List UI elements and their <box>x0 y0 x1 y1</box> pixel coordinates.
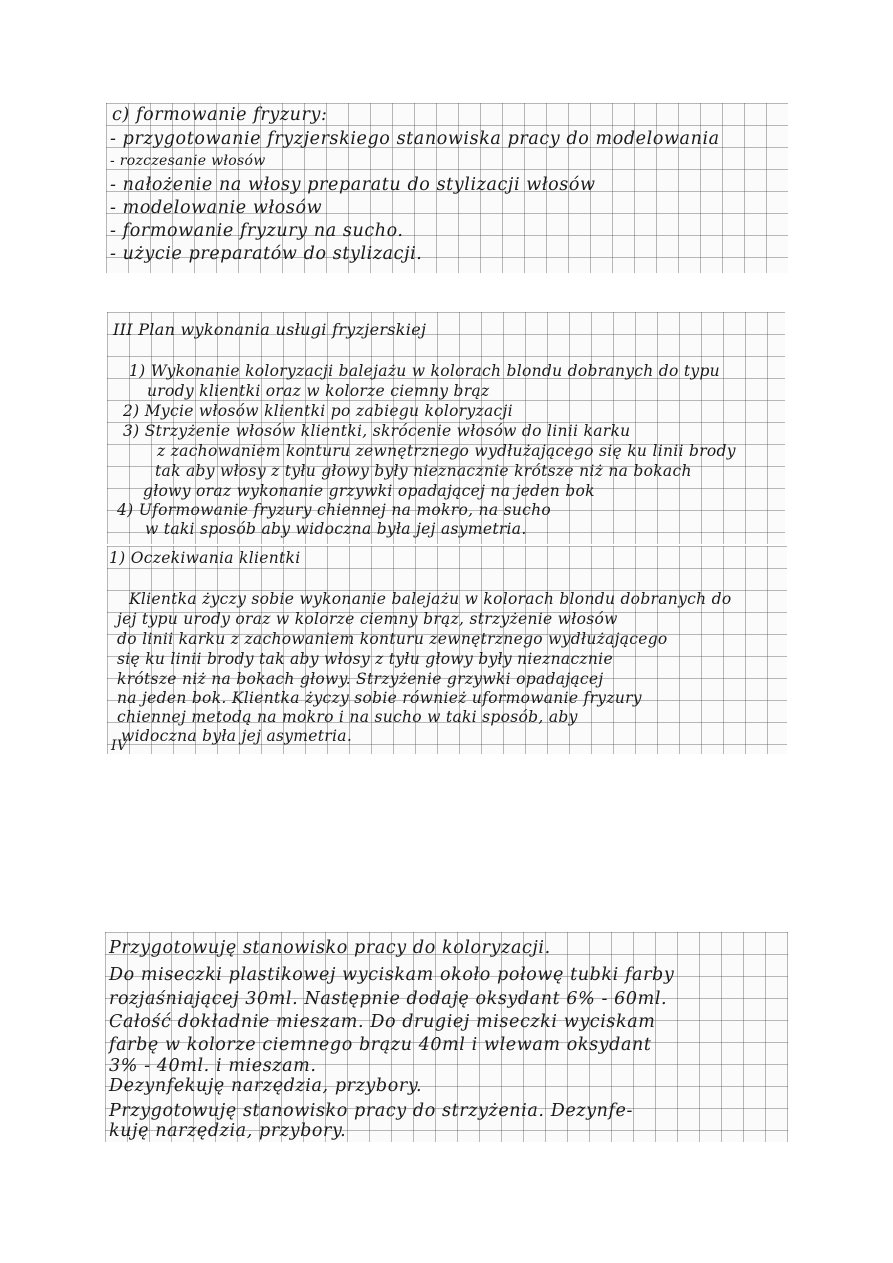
line-c-1: - przygotowanie fryzjerskiego stanowiska pracy do modelowania <box>110 129 720 149</box>
line-prep-6: Dezynfekuję narzędzia, przybory. <box>109 1076 423 1096</box>
line-exp-4: się ku linii brody tak aby włosy z tyłu głowy były nieznacznie <box>117 650 613 668</box>
heading-oczekiwania: 1) Oczekiwania klientki <box>109 549 301 567</box>
line-prep-7: Przygotowuję stanowisko pracy do strzyżenia. Dezynfe- <box>109 1101 634 1121</box>
heading-formowanie: c) formowanie fryzury: <box>112 105 328 125</box>
notebook-fragment-oczekiwania <box>107 546 787 754</box>
line-plan-3: 2) Mycie włosów klientki po zabiegu koloryzacji <box>123 402 513 420</box>
line-plan-4: 3) Strzyżenie włosów klientki, skrócenie włosów do linii karku <box>123 422 631 440</box>
line-exp-2: jej typu urody oraz w kolorze ciemny brąz, strzyżenie włosów <box>117 610 618 628</box>
line-prep-8: kuję narzędzia, przybory. <box>109 1121 347 1141</box>
line-prep-5: 3% - 40ml. i mieszam. <box>109 1056 317 1076</box>
notebook-fragment-plan <box>107 312 785 544</box>
line-exp-6: na jeden bok. Klientka życzy sobie również uformowanie fryzury <box>117 689 642 707</box>
line-exp-3: do linii karku z zachowaniem konturu zewnętrznego wydłużającego <box>117 630 668 648</box>
line-c-6: - użycie preparatów do stylizacji. <box>110 244 423 264</box>
line-c-4: - modelowanie włosów <box>110 198 323 218</box>
line-exp-7: chiennej metodą na mokro i na sucho w taki sposób, aby <box>117 708 578 726</box>
line-plan-7: głowy oraz wykonanie grzywki opadającej na jeden bok <box>143 482 595 500</box>
notebook-fragment-formowanie <box>106 103 788 273</box>
line-c-2: - rozczesanie włosów <box>110 153 266 169</box>
notebook-fragment-przygotowanie <box>105 932 788 1142</box>
line-plan-1: 1) Wykonanie koloryzacji balejażu w kolorach blondu dobranych do typu <box>129 362 720 380</box>
line-prep-0: Przygotowuję stanowisko pracy do koloryzacji. <box>109 938 551 958</box>
section-marker-iv: IV <box>111 738 128 754</box>
line-c-3: - nałożenie na włosy preparatu do stylizacji włosów <box>110 175 596 195</box>
line-plan-9: w taki sposób aby widoczna była jej asymetria. <box>145 520 527 538</box>
line-c-5: - formowanie fryzury na sucho. <box>110 221 404 241</box>
line-exp-1: Klientka życzy sobie wykonanie balejażu w kolorach blondu dobranych do <box>129 590 732 608</box>
line-exp-5: krótsze niż na bokach głowy. Strzyżenie grzywki opadającej <box>117 670 604 688</box>
line-plan-8: 4) Uformowanie fryzury chiennej na mokro, na sucho <box>117 501 552 519</box>
heading-plan: III Plan wykonania usługi fryzjerskiej <box>113 320 427 339</box>
line-plan-5: z zachowaniem konturu zewnętrznego wydłużającego się ku linii brody <box>157 442 736 460</box>
line-prep-3: Całość dokładnie mieszam. Do drugiej miseczki wyciskam <box>109 1012 656 1032</box>
line-prep-2: rozjaśniającej 30ml. Następnie dodaję oksydant 6% - 60ml. <box>109 989 668 1009</box>
line-exp-8: widoczna była jej asymetria. <box>121 727 353 745</box>
line-plan-6: tak aby włosy z tyłu głowy były nieznacznie krótsze niż na bokach <box>155 462 692 480</box>
line-plan-2: urody klientki oraz w kolorze ciemny brąz <box>147 382 490 400</box>
line-prep-4: farbę w kolorze ciemnego brązu 40ml i wlewam oksydant <box>109 1035 652 1055</box>
line-prep-1: Do miseczki plastikowej wyciskam około połowę tubki farby <box>109 965 675 985</box>
